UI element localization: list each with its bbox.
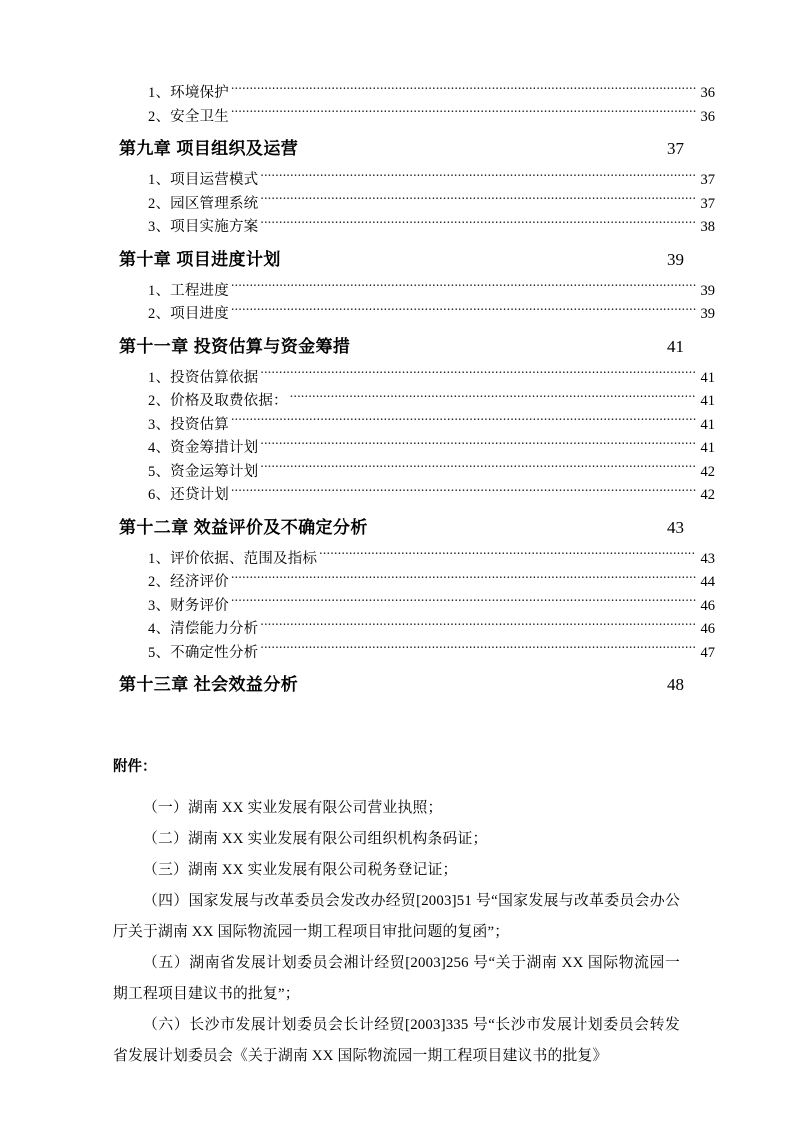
toc-page-number: 36 <box>700 108 715 125</box>
toc-entry-label: 1、工程进度 <box>148 282 229 299</box>
toc-chapter-entry[interactable] <box>113 129 686 169</box>
toc-dot-leader <box>260 170 696 184</box>
toc-page-number: 39 <box>700 282 715 299</box>
toc-dot-leader <box>319 549 696 563</box>
toc-dot-leader <box>260 438 696 452</box>
toc-dot-leader <box>231 83 696 97</box>
toc-dot-leader <box>260 643 696 657</box>
toc-entry-label: 3、财务评价 <box>148 597 229 614</box>
toc-sub-entry[interactable] <box>113 571 715 595</box>
toc-page-number: 43 <box>667 517 684 537</box>
toc-dot-leader <box>304 672 654 690</box>
toc-dot-leader <box>231 107 696 121</box>
toc-sub-entry[interactable] <box>113 484 715 508</box>
toc-page-number: 36 <box>700 85 715 101</box>
toc-page-number: 37 <box>700 195 715 212</box>
toc-entry-label: 2、安全卫生 <box>148 108 229 125</box>
toc-dot-leader <box>374 515 654 533</box>
toc-dot-leader <box>231 415 696 429</box>
toc-entry-label: 4、资金筹措计划 <box>148 440 259 456</box>
toc-chapter-entry[interactable] <box>113 665 686 705</box>
toc-entry-label: 6、还贷计划 <box>148 487 229 503</box>
toc-dot-leader <box>260 194 696 208</box>
appendix-item: （三）湖南 XX 实业发展有限公司税务登记证； <box>143 862 458 878</box>
toc-entry-label: 1、评价依据、范围及指标 <box>148 550 318 567</box>
toc-page-number: 41 <box>700 440 715 456</box>
toc-page-number: 38 <box>700 219 715 235</box>
toc-page-number: 37 <box>700 172 715 188</box>
toc-page-number: 46 <box>700 621 715 637</box>
toc-dot-leader <box>260 462 696 476</box>
toc-sub-entry[interactable] <box>113 618 715 642</box>
toc-entry-label: 2、价格及取费依据： <box>148 393 288 409</box>
toc-entry-label: 第十章 项目进度计划 <box>119 249 281 269</box>
toc-sub-entry[interactable] <box>113 303 715 327</box>
toc-page-number: 48 <box>667 675 684 694</box>
toc-entry-label: 2、项目进度 <box>148 306 229 322</box>
toc-dot-leader <box>231 304 696 318</box>
toc-sub-entry[interactable] <box>113 367 715 391</box>
toc-entry-label: 3、项目实施方案 <box>148 219 259 235</box>
toc-entry-label: 第十三章 社会效益分析 <box>119 675 299 694</box>
table-of-contents <box>113 82 715 705</box>
toc-dot-leader <box>287 247 654 265</box>
toc-sub-entry[interactable] <box>113 106 715 130</box>
appendix-item: （一）湖南 XX 实业发展有限公司营业执照； <box>143 800 443 816</box>
toc-sub-entry[interactable] <box>113 548 715 572</box>
toc-dot-leader <box>260 217 696 231</box>
toc-dot-leader <box>260 619 696 633</box>
toc-page-number: 39 <box>700 306 715 322</box>
toc-sub-entry[interactable] <box>113 280 715 304</box>
toc-chapter-entry[interactable] <box>113 508 686 548</box>
toc-entry-label: 第十一章 投资估算与资金筹措 <box>119 336 351 356</box>
toc-entry-label: 5、资金运筹计划 <box>148 463 259 480</box>
appendix-item: （二）湖南 XX 实业发展有限公司组织机构条码证； <box>143 831 488 847</box>
toc-entry-label: 5、不确定性分析 <box>148 644 259 661</box>
toc-page-number: 41 <box>667 336 684 356</box>
toc-sub-entry[interactable] <box>113 169 715 193</box>
toc-page-number: 46 <box>700 597 715 614</box>
toc-page-number: 41 <box>700 369 715 386</box>
appendix-section <box>113 757 680 1072</box>
toc-sub-entry[interactable] <box>113 216 715 240</box>
toc-entry-label: 1、投资估算依据 <box>148 369 259 386</box>
toc-page-number: 47 <box>700 644 715 661</box>
toc-dot-leader <box>290 391 696 405</box>
appendix-item: （五）湖南省发展计划委员会湘计经贸[2003]256 号“关于湖南 XX 国际物流园一期工程项目建议书的批复”； <box>113 955 680 1002</box>
toc-entry-label: 1、项目运营模式 <box>148 172 259 188</box>
toc-page-number: 41 <box>700 393 715 409</box>
toc-sub-entry[interactable] <box>113 390 715 414</box>
toc-dot-leader <box>260 368 696 382</box>
toc-dot-leader <box>231 485 696 499</box>
toc-dot-leader <box>231 572 696 586</box>
toc-dot-leader <box>356 334 654 352</box>
toc-chapter-entry[interactable] <box>113 240 686 280</box>
toc-dot-leader <box>231 281 696 295</box>
toc-chapter-entry[interactable] <box>113 327 686 367</box>
appendix-item: （六）长沙市发展计划委员会长计经贸[2003]335 号“长沙市发展计划委员会转发省发展计划委员会《关于湖南 XX 国际物流园一期工程项目建议书的批复》 <box>113 1017 680 1064</box>
toc-dot-leader <box>304 136 654 154</box>
toc-entry-label: 2、经济评价 <box>148 574 229 590</box>
toc-sub-entry[interactable] <box>113 642 715 666</box>
appendix-heading: 附件： <box>113 759 157 775</box>
toc-page-number: 44 <box>700 574 715 590</box>
toc-entry-label: 4、清偿能力分析 <box>148 621 259 637</box>
toc-sub-entry[interactable] <box>113 461 715 485</box>
toc-page-number: 39 <box>667 249 684 269</box>
toc-page-number: 42 <box>700 463 715 480</box>
toc-page-number: 42 <box>700 487 715 503</box>
toc-entry-label: 1、环境保护 <box>148 85 229 101</box>
toc-page-number: 41 <box>700 416 715 433</box>
toc-page-number: 43 <box>700 550 715 567</box>
toc-sub-entry[interactable] <box>113 595 715 619</box>
toc-entry-label: 3、投资估算 <box>148 416 229 433</box>
toc-entry-label: 2、园区管理系统 <box>148 195 259 212</box>
toc-sub-entry[interactable] <box>113 437 715 461</box>
toc-entry-label: 第十二章 效益评价及不确定分析 <box>119 517 368 537</box>
toc-entry-label: 第九章 项目组织及运营 <box>119 139 299 158</box>
toc-dot-leader <box>231 596 696 610</box>
toc-sub-entry[interactable] <box>113 414 715 438</box>
toc-sub-entry[interactable] <box>113 193 715 217</box>
appendix-item: （四）国家发展与改革委员会发改办经贸[2003]51 号“国家发展与改革委员会办公厅关于湖南 XX 国际物流园一期工程项目审批问题的复函”； <box>113 893 680 940</box>
toc-page-number: 37 <box>667 139 684 158</box>
toc-sub-entry[interactable] <box>113 82 715 106</box>
